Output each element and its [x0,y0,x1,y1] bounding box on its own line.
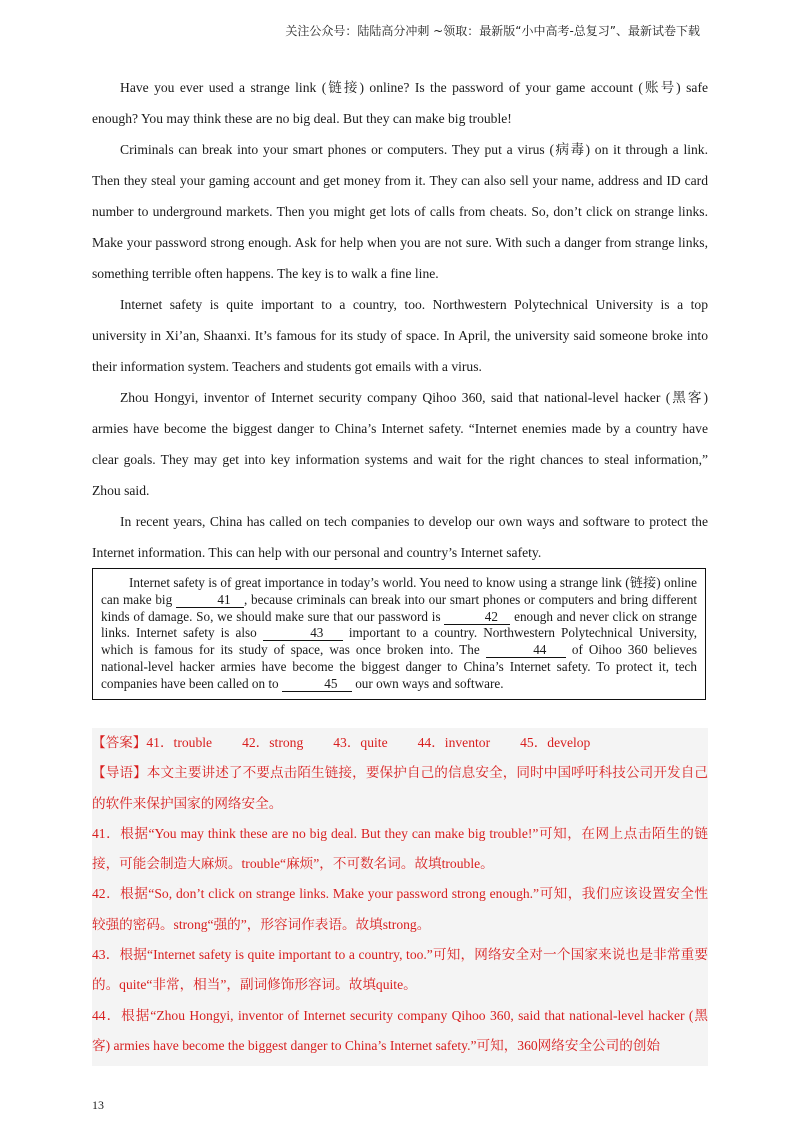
blank-44: 44 [486,643,566,658]
answer-item: 44．inventor [417,735,491,750]
passage-paragraph: Criminals can break into your smart phones or computers. They put a virus (病毒) on it through a link. Then they steal your gaming account and get money from it. They can also sell your name, address and ID card number to underground markets. Then you might get lots of calls from cheats. So, don’t click on strange links. Make your password strong enough. Ask for help when you are not sure. With such a danger from strange links, something terrible often happens. The key is to walk a fine line. [92,142,708,281]
answer-item: 41．trouble [146,735,213,750]
page-header: 关注公众号：陆陆高分冲刺 ~领取：最新版“小中高考-总复习”、最新试卷下载 [285,24,700,38]
reading-passage [92,72,708,568]
passage-paragraph: Have you ever used a strange link (链接) online? Is the password of your game account (账号) safe enough? You may think these are no big deal. But they can make big trouble! [92,80,708,126]
summary-segment: enough and never click on strange links. Internet safety is also [101,608,697,641]
explanation-44: 44．根据“Zhou Hongyi, inventor of Internet security company Qihoo 360, said that national-level hacker (黑客) armies have become the biggest danger to China’s Internet safety.”可知，360网络安全公司的创始 [92,1007,708,1053]
answer-section [92,728,708,1066]
answer-label: 【答案】 [92,735,147,750]
answer-key-row [92,728,708,758]
blank-43: 43 [263,626,343,641]
passage-paragraph: Zhou Hongyi, inventor of Internet security company Qihoo 360, said that national-level hacker (黑客) armies have become the biggest danger to China’s Internet safety. “Internet enemies made by a country have clear goals. They may get into key information systems and wait for the right chances to steal information,” Zhou said. [92,390,708,498]
guide-text: 【导语】本文主要讲述了不要点击陌生链接，要保护自己的信息安全，同时中国呼吁科技公司开发自己的软件来保护国家的网络安全。 [92,765,708,811]
summary-text [101,575,697,693]
summary-cloze-box [92,568,706,700]
blank-42: 42 [444,610,510,625]
answer-item: 43．quite [333,735,388,750]
blank-45: 45 [282,677,352,692]
passage-paragraph: Internet safety is quite important to a country, too. Northwestern Polytechnical University is a top university in Xi’an, Shaanxi. It’s famous for its study of space. In April, the university said someone broke into their information system. Teachers and students got emails with a virus. [92,297,708,374]
explanation-43: 43．根据“Internet safety is quite important to a country, too.”可知，网络安全对一个国家来说也是非常重要的。quite“非常，相当”，副词修饰形容词。故填quite。 [92,947,708,993]
passage-paragraph: In recent years, China has called on tech companies to develop our own ways and software to protect the Internet information. This can help with our personal and country’s Internet safety. [92,514,708,560]
explanation-42: 42．根据“So, don’t click on strange links. Make your password strong enough.”可知，我们应该设置安全性较强的密码。strong“强的”，形容词作表语。故填strong。 [92,886,708,932]
page-number: 13 [92,1098,104,1112]
summary-segment: , because criminals can break into our smart phones or computers and bring different kinds of damage. So, we should make sure that our password is [101,591,697,624]
explanation-41: 41．根据“You may think these are no big deal. But they can make big trouble!”可知，在网上点击陌生的链接，可能会制造大麻烦。trouble“麻烦”，不可数名词。故填trouble。 [92,825,708,872]
answer-item: 42．strong [242,735,304,750]
summary-segment: Internet safety is of great importance in today’s world. You need to know using a strange link (链接) online can make big [101,575,697,607]
summary-segment: our own ways and software. [351,675,504,691]
summary-segment: of Oihoo 360 believes national-level hacker armies have become the biggest danger to China’s Internet safety. To protect it, tech companies have been called on to [101,642,697,691]
blank-41: 41 [176,593,244,608]
summary-segment: important to a country. Northwestern Polytechnical University, which is famous for its study of space, was once broken into. The [101,625,698,658]
answer-item: 45．develop [520,735,591,750]
